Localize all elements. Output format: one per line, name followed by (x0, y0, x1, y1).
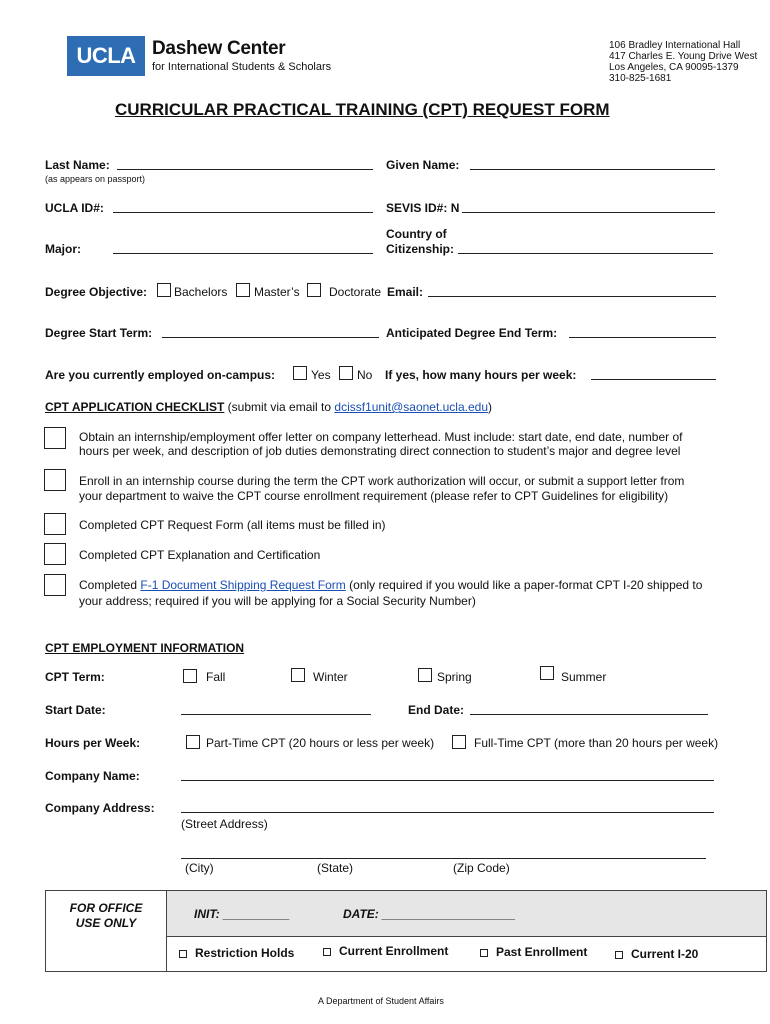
ucla-id-label: UCLA ID#: (45, 201, 104, 215)
street-address-field[interactable] (181, 801, 714, 813)
current-enrollment-checkbox[interactable] (323, 948, 331, 956)
current-i20-label: Current I-20 (631, 947, 699, 961)
bachelors-checkbox[interactable] (157, 283, 171, 297)
major-label: Major: (45, 242, 81, 256)
last-name-field[interactable] (117, 158, 373, 170)
term-winter-checkbox[interactable] (291, 668, 305, 682)
term-fall-checkbox[interactable] (183, 669, 197, 683)
checklist-explanation-checkbox[interactable] (44, 543, 66, 565)
checklist-item-5-post: (only required if you would like a paper-format CPT I-20 shipped to (345, 578, 703, 592)
start-date-label: Start Date: (45, 703, 106, 717)
street-address-caption: (Street Address) (181, 817, 268, 831)
address-line-3: Los Angeles, CA 90095-1379 (609, 62, 739, 73)
current-i20-checkbox[interactable] (615, 951, 623, 959)
hours-question: If yes, how many hours per week: (385, 368, 577, 382)
part-time-checkbox[interactable] (186, 735, 200, 749)
employment-heading: CPT EMPLOYMENT INFORMATION (45, 641, 245, 655)
checklist-item-2-line-1: Enroll in an internship course during the term the CPT work authorization will occur, or submit a support letter from (79, 474, 685, 488)
term-spring-checkbox[interactable] (418, 668, 432, 682)
checklist-request-form-checkbox[interactable] (44, 513, 66, 535)
office-check-past-enrollment[interactable] (480, 945, 587, 959)
checklist-internship-course-checkbox[interactable] (44, 469, 66, 491)
ucla-logo: UCLA (67, 36, 145, 76)
restriction-holds-label: Restriction Holds (195, 946, 295, 960)
degree-end-field[interactable] (569, 326, 716, 338)
full-time-checkbox[interactable] (452, 735, 466, 749)
part-time-label: Part-Time CPT (20 hours or less per week) (206, 736, 435, 750)
checklist-item-5-line-1 (79, 578, 702, 592)
office-use-label-line-2: USE ONLY (75, 916, 137, 930)
checklist-heading-close: ) (488, 400, 492, 414)
given-name-label: Given Name: (386, 158, 460, 172)
start-date-field[interactable] (181, 703, 371, 715)
checklist-item-2-line-2: your department to waive the CPT course enrollment requirement (please refer to CPT Guidelines for eligibility) (79, 489, 669, 503)
country-label-1: Country of (386, 227, 447, 241)
state-caption: (State) (317, 861, 354, 875)
office-init: INIT: __________ (194, 907, 290, 921)
office-date: DATE: ____________________ (343, 907, 516, 921)
employed-no-checkbox[interactable] (339, 366, 353, 380)
checklist-item-1-line-1: Obtain an internship/employment offer letter on company letterhead. Must include: start date, end date, number of (79, 430, 683, 444)
office-init-date-cell (167, 891, 767, 937)
checklist-shipping-form-checkbox[interactable] (44, 574, 66, 596)
doctorate-checkbox[interactable] (307, 283, 321, 297)
ucla-id-field[interactable] (113, 201, 373, 213)
checklist-item-4: Completed CPT Explanation and Certification (79, 548, 321, 562)
degree-end-label: Anticipated Degree End Term: (386, 326, 558, 340)
bachelors-label: Bachelors (174, 285, 228, 299)
shipping-request-form-link[interactable]: F-1 Document Shipping Request Form (140, 578, 346, 592)
office-checks-cell (167, 937, 767, 972)
checklist-heading-note: (submit via email to (224, 400, 335, 414)
footer-text: A Department of Student Affairs (318, 996, 444, 1006)
past-enrollment-label: Past Enrollment (496, 945, 588, 959)
sevis-id-field[interactable] (462, 201, 715, 213)
employed-no-label: No (357, 368, 373, 382)
restriction-holds-checkbox[interactable] (179, 950, 187, 958)
checklist-item-1-line-2: hours per week, and description of job duties demonstrating direct connection to student’s major and degree level (79, 444, 681, 458)
term-spring-label: Spring (437, 670, 472, 684)
office-check-current-i20[interactable] (615, 947, 698, 961)
checklist-offer-letter-checkbox[interactable] (44, 427, 66, 449)
address-line-2: 417 Charles E. Young Drive West (609, 51, 758, 62)
org-subtitle: for International Students & Scholars (152, 61, 332, 73)
checklist-heading: CPT APPLICATION CHECKLIST (45, 400, 225, 414)
address-line-1: 106 Bradley International Hall (609, 40, 741, 51)
checklist-item-3: Completed CPT Request Form (all items must be filled in) (79, 518, 386, 532)
country-label-2: Citizenship: (386, 242, 454, 256)
country-field[interactable] (458, 242, 713, 254)
city-caption: (City) (185, 861, 214, 875)
term-summer-checkbox[interactable] (540, 666, 554, 680)
office-use-table (45, 890, 767, 972)
degree-start-label: Degree Start Term: (45, 326, 153, 340)
company-name-label: Company Name: (45, 769, 140, 783)
city-state-zip-field[interactable] (181, 847, 706, 859)
masters-checkbox[interactable] (236, 283, 250, 297)
last-name-label: Last Name: (45, 158, 110, 172)
hours-field[interactable] (591, 368, 716, 380)
term-summer-label: Summer (561, 670, 607, 684)
employed-yes-checkbox[interactable] (293, 366, 307, 380)
zip-caption: (Zip Code) (453, 861, 510, 875)
employed-yes-label: Yes (311, 368, 331, 382)
term-fall-label: Fall (206, 670, 226, 684)
checklist-heading-row (45, 400, 492, 414)
degree-start-field[interactable] (162, 326, 379, 338)
checklist-item-5-pre: Completed (79, 578, 141, 592)
office-check-current-enrollment[interactable] (323, 944, 448, 958)
last-name-note: (as appears on passport) (45, 174, 146, 184)
company-address-label: Company Address: (45, 801, 155, 815)
office-use-label-line-1: FOR OFFICE (69, 901, 143, 915)
cpt-term-label: CPT Term: (45, 670, 105, 684)
employed-question: Are you currently employed on-campus: (45, 368, 276, 382)
masters-label: Master’s (254, 285, 300, 299)
company-name-field[interactable] (181, 769, 714, 781)
email-label: Email: (387, 285, 424, 299)
doctorate-label: Doctorate (329, 285, 382, 299)
org-name: Dashew Center (152, 38, 286, 59)
hours-per-week-label: Hours per Week: (45, 736, 141, 750)
form-title: CURRICULAR PRACTICAL TRAINING (CPT) REQUEST FORM (115, 100, 610, 119)
sevis-id-label: SEVIS ID#: N (386, 201, 460, 215)
end-date-label: End Date: (408, 703, 465, 717)
current-enrollment-label: Current Enrollment (339, 944, 449, 958)
term-winter-label: Winter (313, 670, 348, 684)
email-field[interactable] (428, 285, 716, 297)
office-use-label (46, 891, 167, 972)
office-check-restriction[interactable] (179, 946, 294, 960)
end-date-field[interactable] (470, 703, 708, 715)
degree-objective-label: Degree Objective: (45, 285, 148, 299)
full-time-label: Full-Time CPT (more than 20 hours per week) (474, 736, 719, 750)
checklist-item-5-line-2: your address; required if you will be applying for a Social Security Number) (79, 594, 476, 608)
checklist-email-link[interactable]: dcissf1unit@saonet.ucla.edu (334, 400, 488, 414)
major-field[interactable] (113, 242, 373, 254)
phone-number: 310-825-1681 (609, 73, 672, 84)
past-enrollment-checkbox[interactable] (480, 949, 488, 957)
given-name-field[interactable] (470, 158, 715, 170)
